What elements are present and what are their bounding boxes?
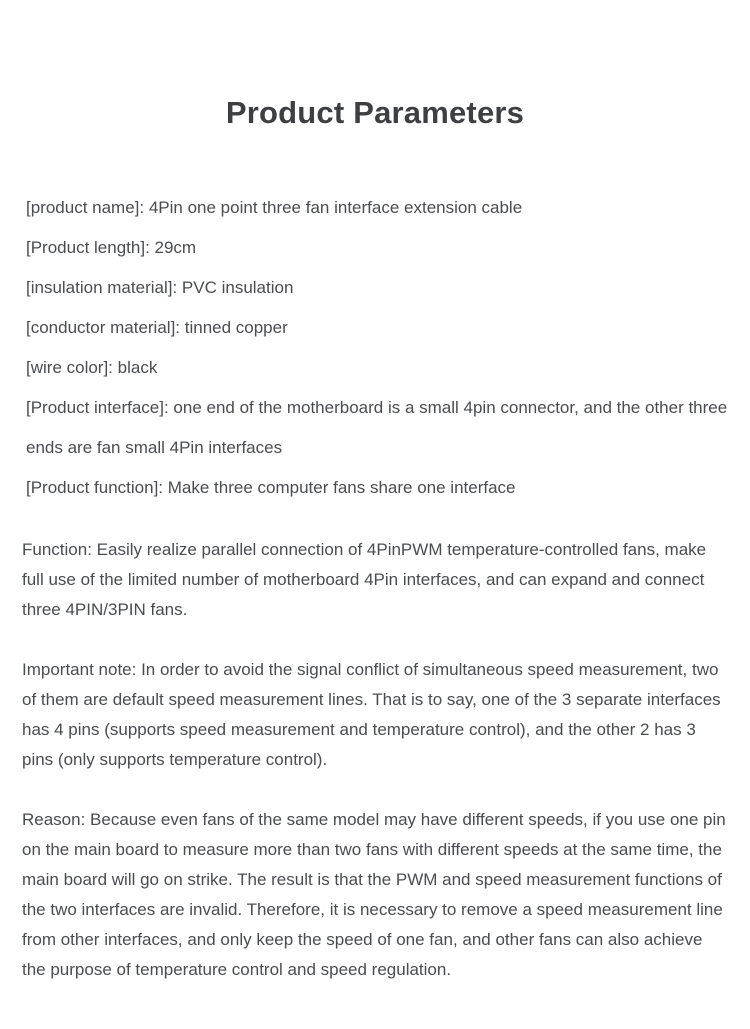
spec-item-product-length: [Product length]: 29cm [26,238,197,257]
paragraph-reason: Reason: Because even fans of the same model may have different speeds, if you use one pin on the main board to measure more than two fans with different speeds at the same time, the main board will go on strike. The result is that the PWM and speed measurement functions of the two interfaces are invalid. Therefore, it is necessary to remove a speed measurement line from other interfaces, and only keep the speed of one fan, and other fans can also achieve the purpose of temperature control and speed regulation. [22,810,726,979]
spec-item-wire-color: [wire color]: black [26,358,158,377]
page-title: Product Parameters [225,95,525,130]
spec-item-conductor-material: [conductor material]: tinned copper [26,318,288,337]
spec-list [0,188,750,508]
spec-item-product-interface: [Product interface]: one end of the motherboard is a small 4pin connector, and the other three ends are fan small 4Pin interfaces [26,398,728,457]
spec-item-product-function: [Product function]: Make three computer fans share one interface [26,478,516,497]
paragraph-important-note: Important note: In order to avoid the signal conflict of simultaneous speed measurement, two of them are default speed measurement lines. That is to say, one of the 3 separate interfaces has 4 pins (supports speed measurement and temperature control), and the other 2 has 3 pins (only supports temperature control). [22,660,721,769]
paragraph-function: Function: Easily realize parallel connection of 4PinPWM temperature-controlled fans, make full use of the limited number of motherboard 4Pin interfaces, and can expand and connect three 4PIN/3PIN fans. [22,540,707,619]
spec-item-product-name: [product name]: 4Pin one point three fan interface extension cable [26,198,523,217]
description-section [0,535,750,985]
spec-item-insulation-material: [insulation material]: PVC insulation [26,278,294,297]
